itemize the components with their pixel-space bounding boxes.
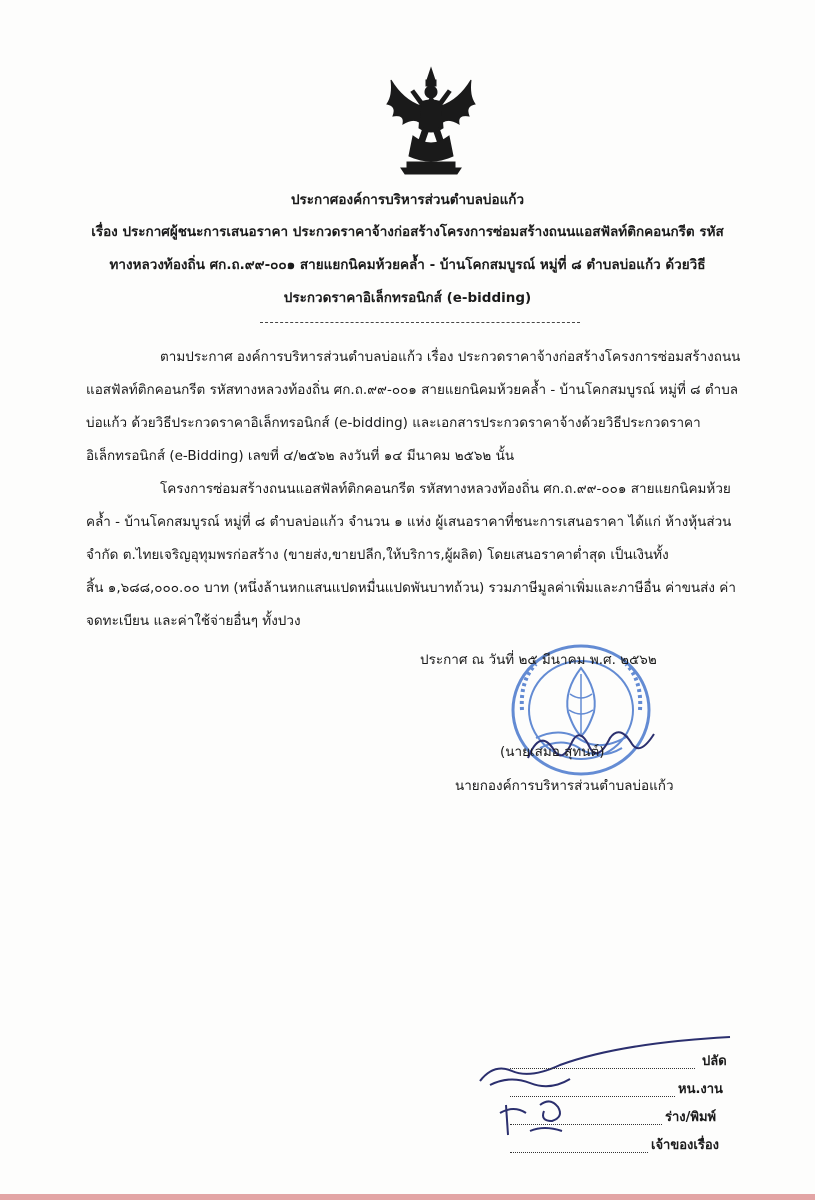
document-issuer: ประกาศองค์การบริหารส่วนตำบลบ่อแก้ว — [290, 192, 525, 208]
signatory-name: (นายเสมอ สุทนต์) — [500, 744, 605, 760]
signatory-position: นายกองค์การบริหารส่วนตำบลบ่อแก้ว — [455, 778, 674, 794]
paragraph-2-line-1: โครงการซ่อมสร้างถนนแอสฟัลท์ติกคอนกรีต รหัสทางหลวงท้องถิ่น ศก.ถ.๙๙-๐๐๑ สายแยกนิคมห้วย — [160, 481, 731, 497]
bottom-edge-strip — [0, 1194, 815, 1200]
garuda-emblem-icon — [383, 66, 479, 176]
routing-label-3: ร่าง/พิมพ์ — [665, 1110, 717, 1125]
routing-line-1 — [510, 1068, 695, 1069]
routing-line-3 — [510, 1124, 662, 1125]
routing-line-4 — [510, 1152, 648, 1153]
paragraph-2-line-3: จำกัด ต.ไทยเจริญอุทุมพรก่อสร้าง (ขายส่ง,ขายปลีก,ให้บริการ,ผู้ผลิต) โดยเสนอราคาต่ำสุด เป็นเงินทั้ง — [86, 547, 669, 563]
routing-label-4: เจ้าของเรื่อง — [651, 1138, 719, 1153]
paragraph-1-line-4: อิเล็กทรอนิกส์ (e-Bidding) เลขที่ ๔/๒๕๖๒ ลงวันที่ ๑๔ มีนาคม ๒๕๖๒ นั้น — [86, 448, 515, 464]
document-subject-line-1: เรื่อง ประกาศผู้ชนะการเสนอราคา ประกวดราคาจ้างก่อสร้างโครงการซ่อมสร้างถนนแอสฟัลท์ติกคอนกรีต รหัส — [91, 224, 724, 240]
routing-label-1: ปลัด — [702, 1054, 727, 1069]
paragraph-2-line-5: จดทะเบียน และค่าใช้จ่ายอื่นๆ ทั้งปวง — [86, 613, 301, 629]
announcement-date: ประกาศ ณ วันที่ ๒๕ มีนาคม พ.ศ. ๒๕๖๒ — [420, 652, 657, 668]
paragraph-2-line-2: คล้ำ - บ้านโคกสมบูรณ์ หมู่ที่ ๘ ตำบลบ่อแก้ว จำนวน ๑ แห่ง ผู้เสนอราคาที่ชนะการเสนอราคา ได้แก่ ห้างหุ้นส่วน — [86, 514, 732, 530]
routing-line-2 — [510, 1096, 675, 1097]
header-divider — [260, 322, 580, 323]
paragraph-2-line-4: สิ้น ๑,๖๘๘,๐๐๐.๐๐ บาท (หนึ่งล้านหกแสนแปดหมื่นแปดพันบาทถ้วน) รวมภาษีมูลค่าเพิ่มและภาษีอื่น ค่าขนส่ง ค่า — [86, 580, 736, 596]
document-subject-line-2: ทางหลวงท้องถิ่น ศก.ถ.๙๙-๐๐๑ สายแยกนิคมห้วยคล้ำ - บ้านโคกสมบูรณ์ หมู่ที่ ๘ ตำบลบ่อแก้ว ด้วยวิธี — [109, 257, 706, 273]
paragraph-1-line-3: บ่อแก้ว ด้วยวิธีประกวดราคาอิเล็กทรอนิกส์ (e-bidding) และเอกสารประกวดราคาจ้างด้วยวิธีประกวดราคา — [86, 415, 701, 431]
document-subject-line-3: ประกวดราคาอิเล็กทรอนิกส์ (e-bidding) — [283, 290, 532, 306]
paragraph-1-line-1: ตามประกาศ องค์การบริหารส่วนตำบลบ่อแก้ว เรื่อง ประกวดราคาจ้างก่อสร้างโครงการซ่อมสร้างถนน — [160, 349, 741, 365]
routing-label-2: หน.งาน — [678, 1082, 723, 1097]
paragraph-1-line-2: แอสฟัลท์ติกคอนกรีต รหัสทางหลวงท้องถิ่น ศก.ถ.๙๙-๐๐๑ สายแยกนิคมห้วยคล้ำ - บ้านโคกสมบูรณ์ หมู่ที่ ๘ ตำบล — [86, 382, 739, 398]
